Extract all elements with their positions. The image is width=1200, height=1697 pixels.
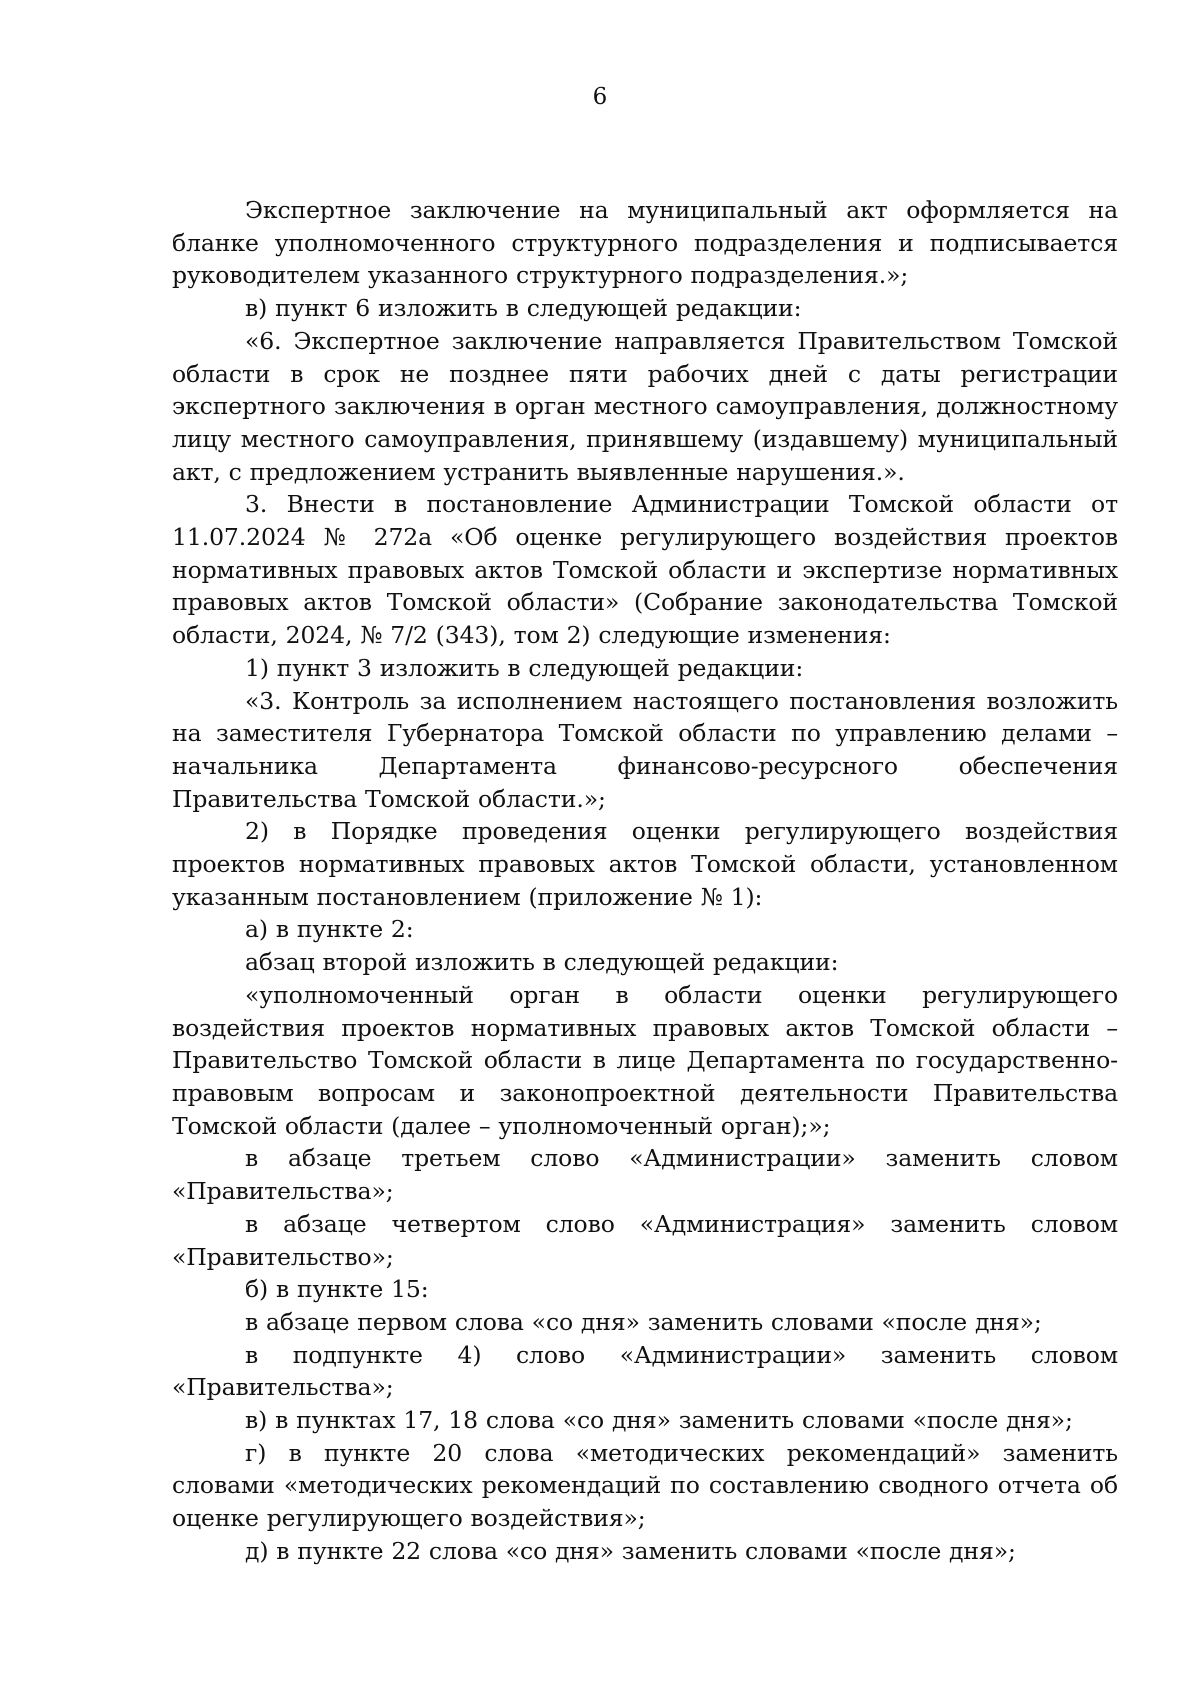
paragraph: «уполномоченный орган в области оценки регулирующего воздействия проектов нормативных правовых актов Томской области – Правительство Томской области в лице Департамента по государственно-правовым вопросам и законопроектной деятельности Правительства Томской области (далее – уполномоченный орган);»; (172, 980, 1118, 1140)
paragraph: в) в пунктах 17, 18 слова «со дня» заменить словами «после дня»; (245, 1406, 1073, 1435)
paragraph: Экспертное заключение на муниципальный акт оформляется на бланке уполномоченного структурного подразделения и подписывается руководителем указанного структурного подразделения.»; (172, 196, 1118, 290)
paragraph: в абзаце первом слова «со дня» заменить словами «после дня»; (245, 1307, 1042, 1336)
paragraph: д) в пункте 22 слова «со дня» заменить словами «после дня»; (245, 1536, 1016, 1565)
paragraph: абзац второй изложить в следующей редакции: (245, 948, 839, 977)
paragraph: а) в пункте 2: (245, 915, 414, 944)
paragraph: в абзаце четвертом слово «Администрация» заменить словом «Правительство»; (172, 1209, 1118, 1271)
paragraph: «3. Контроль за исполнением настоящего постановления возложить на заместителя Губернатора Томской области по управлению делами – начальника Департамента финансово-ресурсного обеспечения Правительства Томской области.»; (172, 686, 1118, 813)
paragraph: б) в пункте 15: (245, 1275, 429, 1304)
paragraph: 3. Внести в постановление Администрации Томской области от 11.07.2024 № 272а «Об оценке регулирующего воздействия проектов нормативных правовых актов Томской области и экспертизе нормативных правовых актов Томской области» (Собрание законодательства Томской области, 2024, № 7/2 (343), том 2) следующие изменения: (172, 490, 1118, 650)
paragraph: г) в пункте 20 слова «методических рекомендаций» заменить словами «методических рекомендаций по составлению сводного отчета об оценке регулирующего воздействия»; (172, 1438, 1118, 1533)
document-body (172, 194, 1118, 1568)
paragraph: 2) в Порядке проведения оценки регулирующего воздействия проектов нормативных правовых актов Томской области, установленном указанным постановлением (приложение № 1): (172, 817, 1118, 911)
paragraph: 1) пункт 3 изложить в следующей редакции: (245, 653, 804, 682)
paragraph: в) пункт 6 изложить в следующей редакции: (245, 294, 802, 323)
paragraph: «6. Экспертное заключение направляется Правительством Томской области в срок не позднее пяти рабочих дней с даты регистрации экспертного заключения в орган местного самоуправления, должностному лицу местного самоуправления, принявшему (издавшему) муниципальный акт, с предложением устранить выявленные нарушения.». (172, 326, 1118, 486)
paragraph: в абзаце третьем слово «Администрации» заменить словом «Правительства»; (172, 1144, 1118, 1206)
paragraph: в подпункте 4) слово «Администрации» заменить словом «Правительства»; (172, 1340, 1118, 1402)
page-number: 6 (592, 84, 608, 110)
